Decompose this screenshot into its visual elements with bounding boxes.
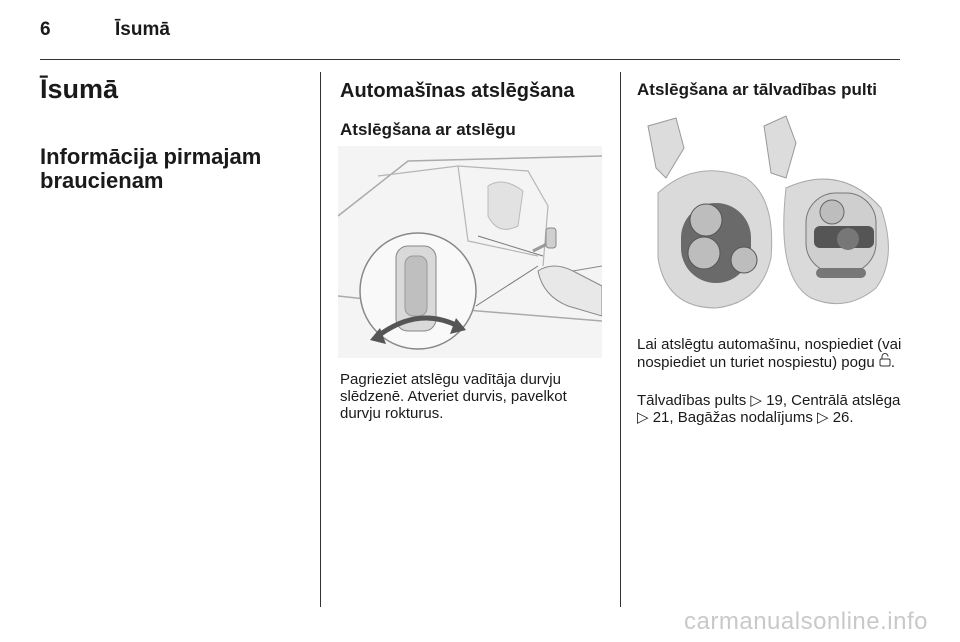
ref-label-remote: Tālvadības pults [637, 392, 747, 409]
ref-label-central-lock: , Centrālā atslēga [782, 392, 901, 409]
subsection-title: Informācija pirmajam braucienam [40, 144, 262, 193]
ref-page-remote[interactable]: 19 [766, 392, 783, 409]
triangle-right-icon: ▷ [750, 392, 762, 409]
section-title: Īsumā [40, 74, 119, 104]
watermark-text: carmanualsonline.info [684, 608, 928, 635]
right-column-title: Atslēgšana ar tālvadības pulti [637, 80, 877, 99]
column-divider-right [620, 72, 621, 607]
right-column-body-1 [637, 336, 907, 371]
ref-page-central-lock[interactable]: 21 [652, 409, 670, 426]
running-header-title: Īsumā [115, 19, 170, 40]
page-number: 6 [40, 19, 51, 40]
remote-key-illustration [636, 108, 902, 320]
ref-end: . [849, 409, 854, 426]
remote-instruction-end: . [890, 354, 896, 371]
middle-column-title: Automašīnas atslēgšana [340, 80, 575, 102]
ref-page-trunk[interactable]: 26 [832, 409, 850, 426]
triangle-right-icon: ▷ [817, 409, 829, 426]
middle-column-body: Pagrieziet atslēgu vadītāja durvju slēdzenē. Atveriet durvis, pavelkot durvju rokturus. [340, 371, 567, 422]
right-column-references [637, 392, 907, 426]
unlock-symbol-icon [879, 354, 891, 371]
header-rule [40, 59, 900, 60]
column-divider-left [320, 72, 321, 607]
middle-column-subtitle: Atslēgšana ar atslēgu [340, 120, 516, 139]
door-lock-key-illustration [338, 146, 602, 358]
triangle-right-icon: ▷ [637, 409, 649, 426]
remote-instruction-text: Lai atslēgtu automašīnu, nospiediet (vai nospiediet un turiet nospiestu) pogu [637, 336, 902, 371]
ref-label-trunk: , Bagāžas nodalījums [669, 409, 813, 426]
